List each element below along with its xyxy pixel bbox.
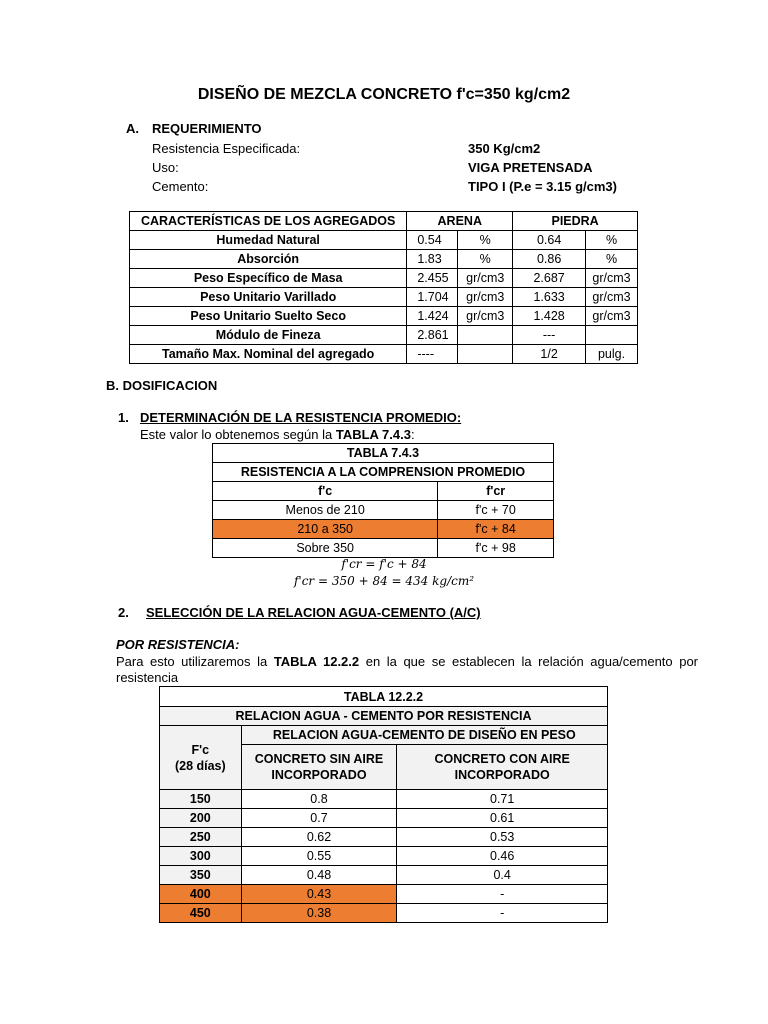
arena-value: 2.455 <box>407 269 458 288</box>
property-name: Módulo de Fineza <box>130 326 407 345</box>
arena-unit <box>458 326 513 345</box>
con-aire-cell: 0.61 <box>397 809 608 828</box>
section-a-heading <box>126 121 262 136</box>
requirement-label: Resistencia Especificada: <box>152 141 301 156</box>
paragraph-table-ref: TABLA 12.2.2 <box>273 654 360 669</box>
table-row-highlighted <box>160 885 608 904</box>
sin-aire-cell: 0.8 <box>241 790 397 809</box>
requirements-list <box>152 139 617 196</box>
requirement-value: 350 Kg/cm2 <box>468 141 541 156</box>
fc-cell: 400 <box>160 885 242 904</box>
section-b-heading: B. DOSIFICACION <box>106 378 218 393</box>
requirement-label: Cemento: <box>152 179 209 194</box>
arena-value: 2.861 <box>407 326 458 345</box>
table-row <box>130 250 638 269</box>
paragraph-prefix: Para esto utilizaremos la <box>116 654 274 669</box>
table-subtitle: RESISTENCIA A LA COMPRENSION PROMEDIO <box>213 463 554 482</box>
arena-unit: % <box>458 250 513 269</box>
table-row-highlighted <box>160 904 608 923</box>
property-name: Peso Unitario Suelto Seco <box>130 307 407 326</box>
aggregates-table <box>129 211 638 364</box>
requirement-value: VIGA PRETENSADA <box>468 160 593 175</box>
table-title: TABLA 12.2.2 <box>160 687 608 707</box>
section-a-title: REQUERIMIENTO <box>152 121 262 136</box>
arena-unit: gr/cm3 <box>458 288 513 307</box>
section-a-letter: A. <box>126 121 139 136</box>
arena-unit <box>458 345 513 364</box>
table-row <box>130 231 638 250</box>
property-name: Tamaño Max. Nominal del agregado <box>130 345 407 364</box>
step2-heading <box>118 605 481 620</box>
fc-cell: Menos de 210 <box>213 501 438 520</box>
sin-aire-cell: 0.48 <box>241 866 397 885</box>
table-row <box>130 326 638 345</box>
table-row <box>130 288 638 307</box>
step1-desc-table-ref: TABLA 7.4.3 <box>335 427 411 442</box>
fcr-cell: f'c + 70 <box>438 501 554 520</box>
piedra-value: --- <box>513 326 586 345</box>
table-row <box>160 790 608 809</box>
con-aire-cell: 0.46 <box>397 847 608 866</box>
arena-value: ---- <box>407 345 458 364</box>
requirement-row <box>152 158 612 177</box>
fc-cell: 250 <box>160 828 242 847</box>
piedra-unit: gr/cm3 <box>586 307 638 326</box>
requirement-label: Uso: <box>152 160 179 175</box>
fcr-cell: f'c + 84 <box>438 520 554 539</box>
property-name: Peso Unitario Varillado <box>130 288 407 307</box>
formula-fcr: f'cr = f'c + 84 <box>341 557 427 571</box>
arena-value: 1.424 <box>407 307 458 326</box>
table-7-4-3 <box>212 443 554 558</box>
property-name: Peso Específico de Masa <box>130 269 407 288</box>
con-aire-cell: 0.4 <box>397 866 608 885</box>
table-title: TABLA 7.4.3 <box>213 444 554 463</box>
sin-aire-cell: 0.7 <box>241 809 397 828</box>
step1-desc-suffix: : <box>410 427 415 442</box>
arena-unit: gr/cm3 <box>458 269 513 288</box>
fcr-cell: f'c + 98 <box>438 539 554 558</box>
piedra-unit: % <box>586 250 638 269</box>
step1-desc-prefix: Este valor lo obtenemos según la <box>140 427 336 442</box>
table-row-highlighted <box>213 520 554 539</box>
piedra-header: PIEDRA <box>513 212 638 231</box>
paragraph-line1 <box>116 654 698 670</box>
piedra-value: 1.428 <box>513 307 586 326</box>
sin-aire-header: CONCRETO SIN AIRE INCORPORADO <box>241 745 397 790</box>
piedra-value: 2.687 <box>513 269 586 288</box>
con-aire-cell: - <box>397 885 608 904</box>
arena-header: ARENA <box>407 212 513 231</box>
sin-aire-cell: 0.43 <box>241 885 397 904</box>
fc-cell: 150 <box>160 790 242 809</box>
piedra-unit: gr/cm3 <box>586 269 638 288</box>
table-row <box>160 828 608 847</box>
fc-cell: 300 <box>160 847 242 866</box>
piedra-value: 1.633 <box>513 288 586 307</box>
aggregates-header-row <box>130 212 638 231</box>
step1-number: 1. <box>118 410 129 425</box>
requirement-value: TIPO I (P.e = 3.15 g/cm3) <box>468 179 617 194</box>
table-row <box>213 501 554 520</box>
table-row <box>130 345 638 364</box>
con-aire-header: CONCRETO CON AIRE INCORPORADO <box>397 745 608 790</box>
fc-cell: 210 a 350 <box>213 520 438 539</box>
property-name: Humedad Natural <box>130 231 407 250</box>
fc-cell: Sobre 350 <box>213 539 438 558</box>
requirement-row <box>152 139 612 158</box>
arena-value: 1.83 <box>407 250 458 269</box>
fcr-header: f'cr <box>438 482 554 501</box>
table-row <box>213 539 554 558</box>
arena-value: 1.704 <box>407 288 458 307</box>
piedra-unit <box>586 326 638 345</box>
arena-value: 0.54 <box>407 231 458 250</box>
piedra-value: 1/2 <box>513 345 586 364</box>
table-header-row <box>213 482 554 501</box>
table-row <box>160 847 608 866</box>
arena-unit: % <box>458 231 513 250</box>
piedra-unit: % <box>586 231 638 250</box>
step2-number: 2. <box>118 605 129 620</box>
step1-heading <box>118 410 461 425</box>
step1-title: DETERMINACIÓN DE LA RESISTENCIA PROMEDIO: <box>140 410 462 425</box>
paragraph <box>116 654 698 686</box>
piedra-unit: pulg. <box>586 345 638 364</box>
fc-cell: 200 <box>160 809 242 828</box>
fc-cell: 350 <box>160 866 242 885</box>
table-subtitle: RELACION AGUA - CEMENTO POR RESISTENCIA <box>160 707 608 726</box>
table-row <box>130 269 638 288</box>
step1-description <box>140 427 415 442</box>
sin-aire-cell: 0.38 <box>241 904 397 923</box>
piedra-value: 0.86 <box>513 250 586 269</box>
sin-aire-cell: 0.55 <box>241 847 397 866</box>
table-row <box>160 866 608 885</box>
paragraph-suffix: en la que se establecen la relación agua/cemento por <box>359 654 699 669</box>
paragraph-line2: resistencia <box>116 670 179 685</box>
con-aire-cell: - <box>397 904 608 923</box>
table-row <box>160 809 608 828</box>
con-aire-cell: 0.53 <box>397 828 608 847</box>
page-title: DISEÑO DE MEZCLA CONCRETO f'c=350 kg/cm2 <box>197 86 571 103</box>
design-ratio-group-header: RELACION AGUA-CEMENTO DE DISEÑO EN PESO <box>241 726 607 745</box>
requirement-row <box>152 177 617 196</box>
property-name: Absorción <box>130 250 407 269</box>
sin-aire-cell: 0.62 <box>241 828 397 847</box>
table-12-2-2 <box>159 686 608 923</box>
step2-title: SELECCIÓN DE LA RELACION AGUA-CEMENTO (A/C) <box>146 605 481 620</box>
con-aire-cell: 0.71 <box>397 790 608 809</box>
piedra-unit: gr/cm3 <box>586 288 638 307</box>
fc-28-dias-header: F'c (28 días) <box>160 726 242 790</box>
formula-fcr-result: f'cr = 350 + 84 = 434 kg/cm² <box>293 574 475 588</box>
piedra-value: 0.64 <box>513 231 586 250</box>
por-resistencia-heading: POR RESISTENCIA: <box>116 637 240 652</box>
aggregates-header: CARACTERÍSTICAS DE LOS AGREGADOS <box>130 212 407 231</box>
fc-cell: 450 <box>160 904 242 923</box>
fc-header: f'c <box>213 482 438 501</box>
arena-unit: gr/cm3 <box>458 307 513 326</box>
table-row <box>130 307 638 326</box>
